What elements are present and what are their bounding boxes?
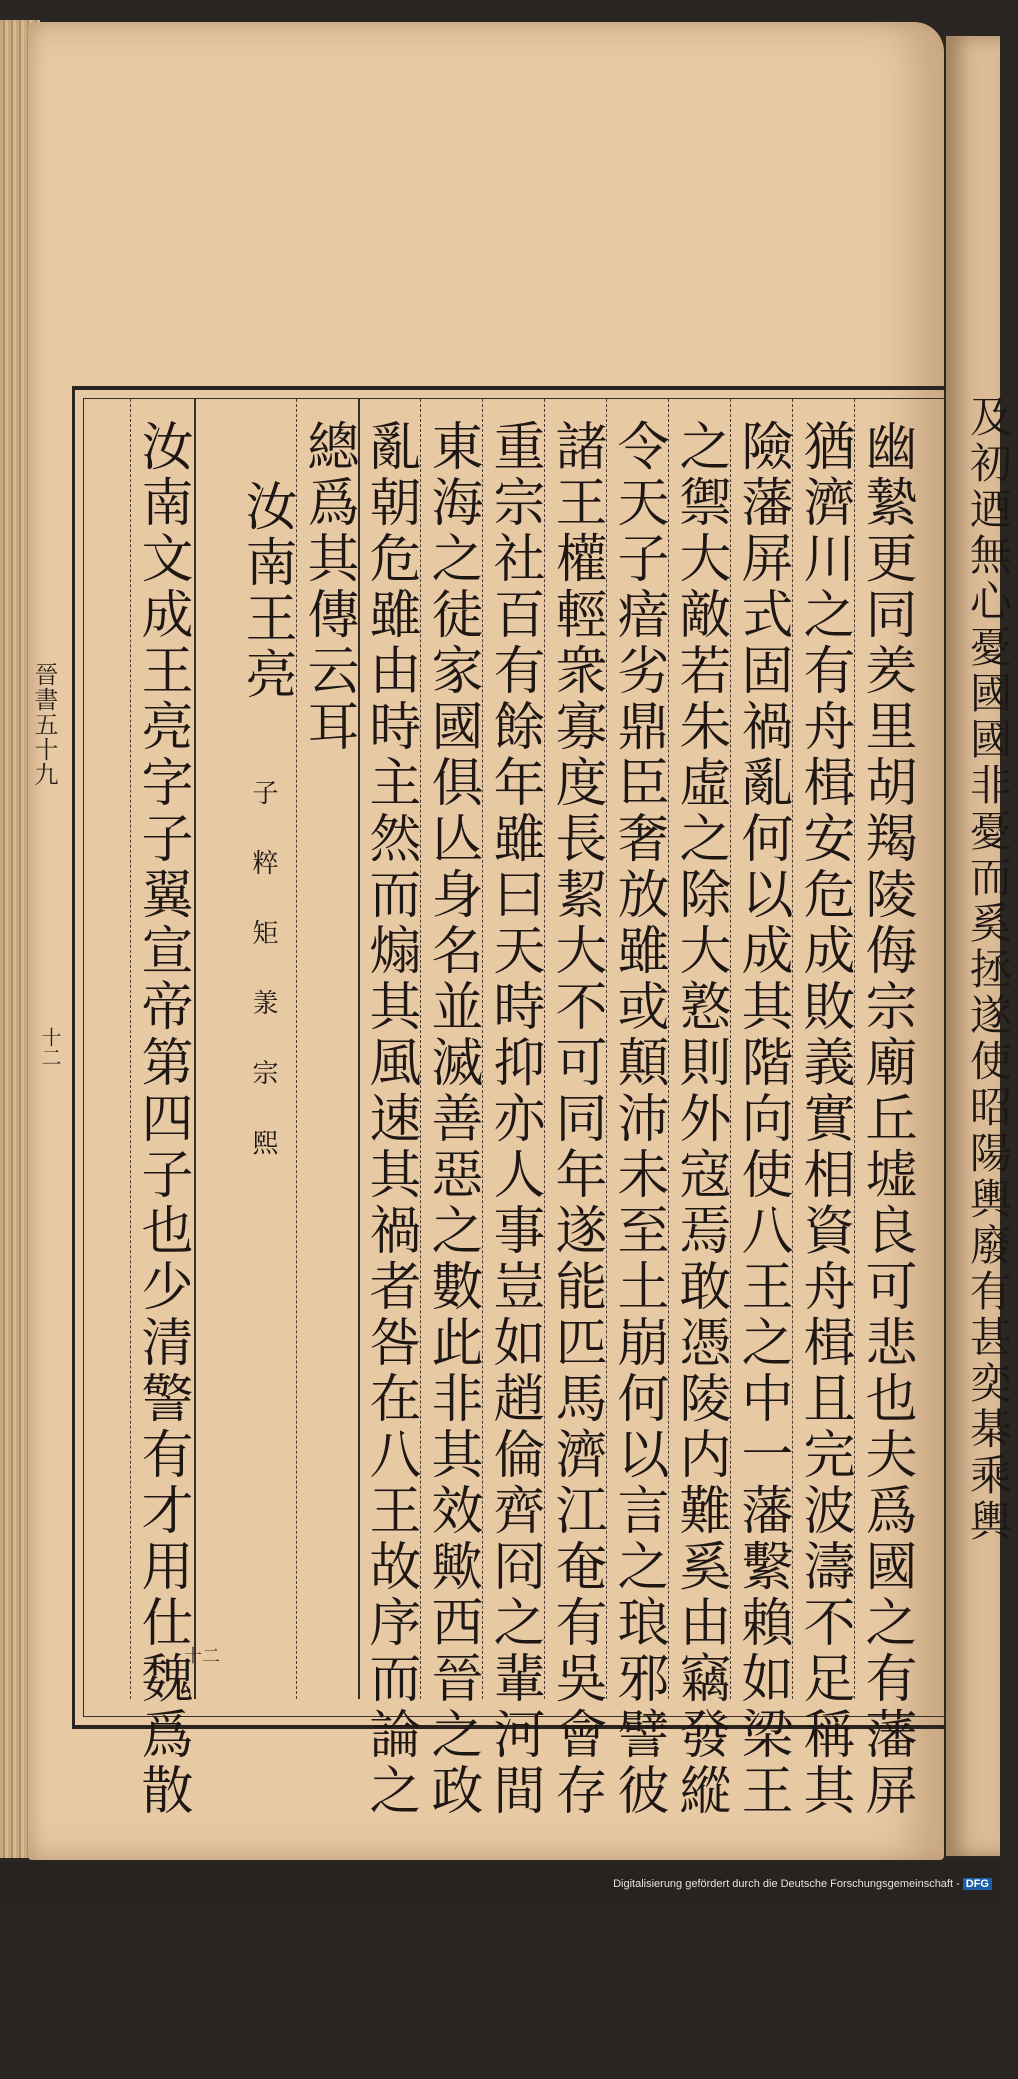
column-rule [668, 399, 669, 1699]
column-rule [194, 399, 196, 1699]
column-rule [296, 399, 297, 1699]
credit-text: Digitalisierung gefördert durch die Deutsche Forschungsgemeinschaft - [613, 1878, 960, 1890]
column-rule [730, 399, 731, 1699]
sub-entries: 子粹矩羕宗熙 [248, 779, 278, 1199]
text-column-6: 諸王權輕衆寡度長絜大不可同年遂能匹馬濟江奄有吳會存 [546, 419, 606, 1819]
column-rule [544, 399, 545, 1699]
text-column-7: 重宗社百有餘年雖曰天時抑亦人事豈如趙倫齊冏之輩河間 [484, 419, 544, 1819]
page-mark: 十二 [184, 1646, 220, 1667]
section-heading: 汝南王亮 [236, 479, 296, 703]
text-column-1: 幽縶更同羑里胡羯陵侮宗廟丘墟良可悲也夫爲國之有藩屏 [856, 419, 916, 1819]
facing-page-text: 及初迺無心憂國國非憂而奚拯遂使昭陽輿廢有甚奕棊乘輿 [964, 395, 1013, 1545]
text-frame [72, 386, 963, 1819]
column-rule [606, 399, 607, 1699]
column-rule [420, 399, 421, 1699]
column-rule [358, 399, 360, 1699]
margin-number: 十二 [38, 1027, 62, 1067]
column-rule [854, 399, 855, 1699]
text-column-3: 險藩屏式固禍亂何以成其階向使八王之中一藩繫賴如梁王 [732, 419, 792, 1819]
text-column-5: 令天子瘖劣鼎臣奢放雖或顛沛未至土崩何以言之琅邪譬彼 [608, 419, 668, 1819]
dfg-logo: DFG [963, 1878, 992, 1890]
column-rule [130, 399, 131, 1699]
text-column-13: 汝南文成王亮字子翼宣帝第四子也少清警有才用仕魏爲散 [132, 419, 192, 1819]
text-column-9: 亂朝危雖由時主然而煽其風速其禍者咎在八王故序而論之 [360, 419, 420, 1819]
text-column-2: 猶濟川之有舟楫安危成敗義實相資舟楫且完波濤不足稱其 [794, 419, 854, 1819]
text-column-4: 之禦大敵若朱虛之除大憝則外寇焉敢憑陵内難奚由竊發縱 [670, 419, 730, 1819]
book-page [28, 22, 944, 1860]
credit-line [613, 1878, 992, 1890]
text-column-10: 總爲其傳云耳 [298, 419, 358, 755]
text-frame-inner [83, 398, 952, 1819]
column-rule [482, 399, 483, 1699]
margin-title: 晉書五十九 [30, 662, 58, 787]
column-rule [792, 399, 793, 1699]
text-column-8: 東海之徒家國俱亾身名並滅善惡之數此非其效歟西晉之政 [422, 419, 482, 1819]
